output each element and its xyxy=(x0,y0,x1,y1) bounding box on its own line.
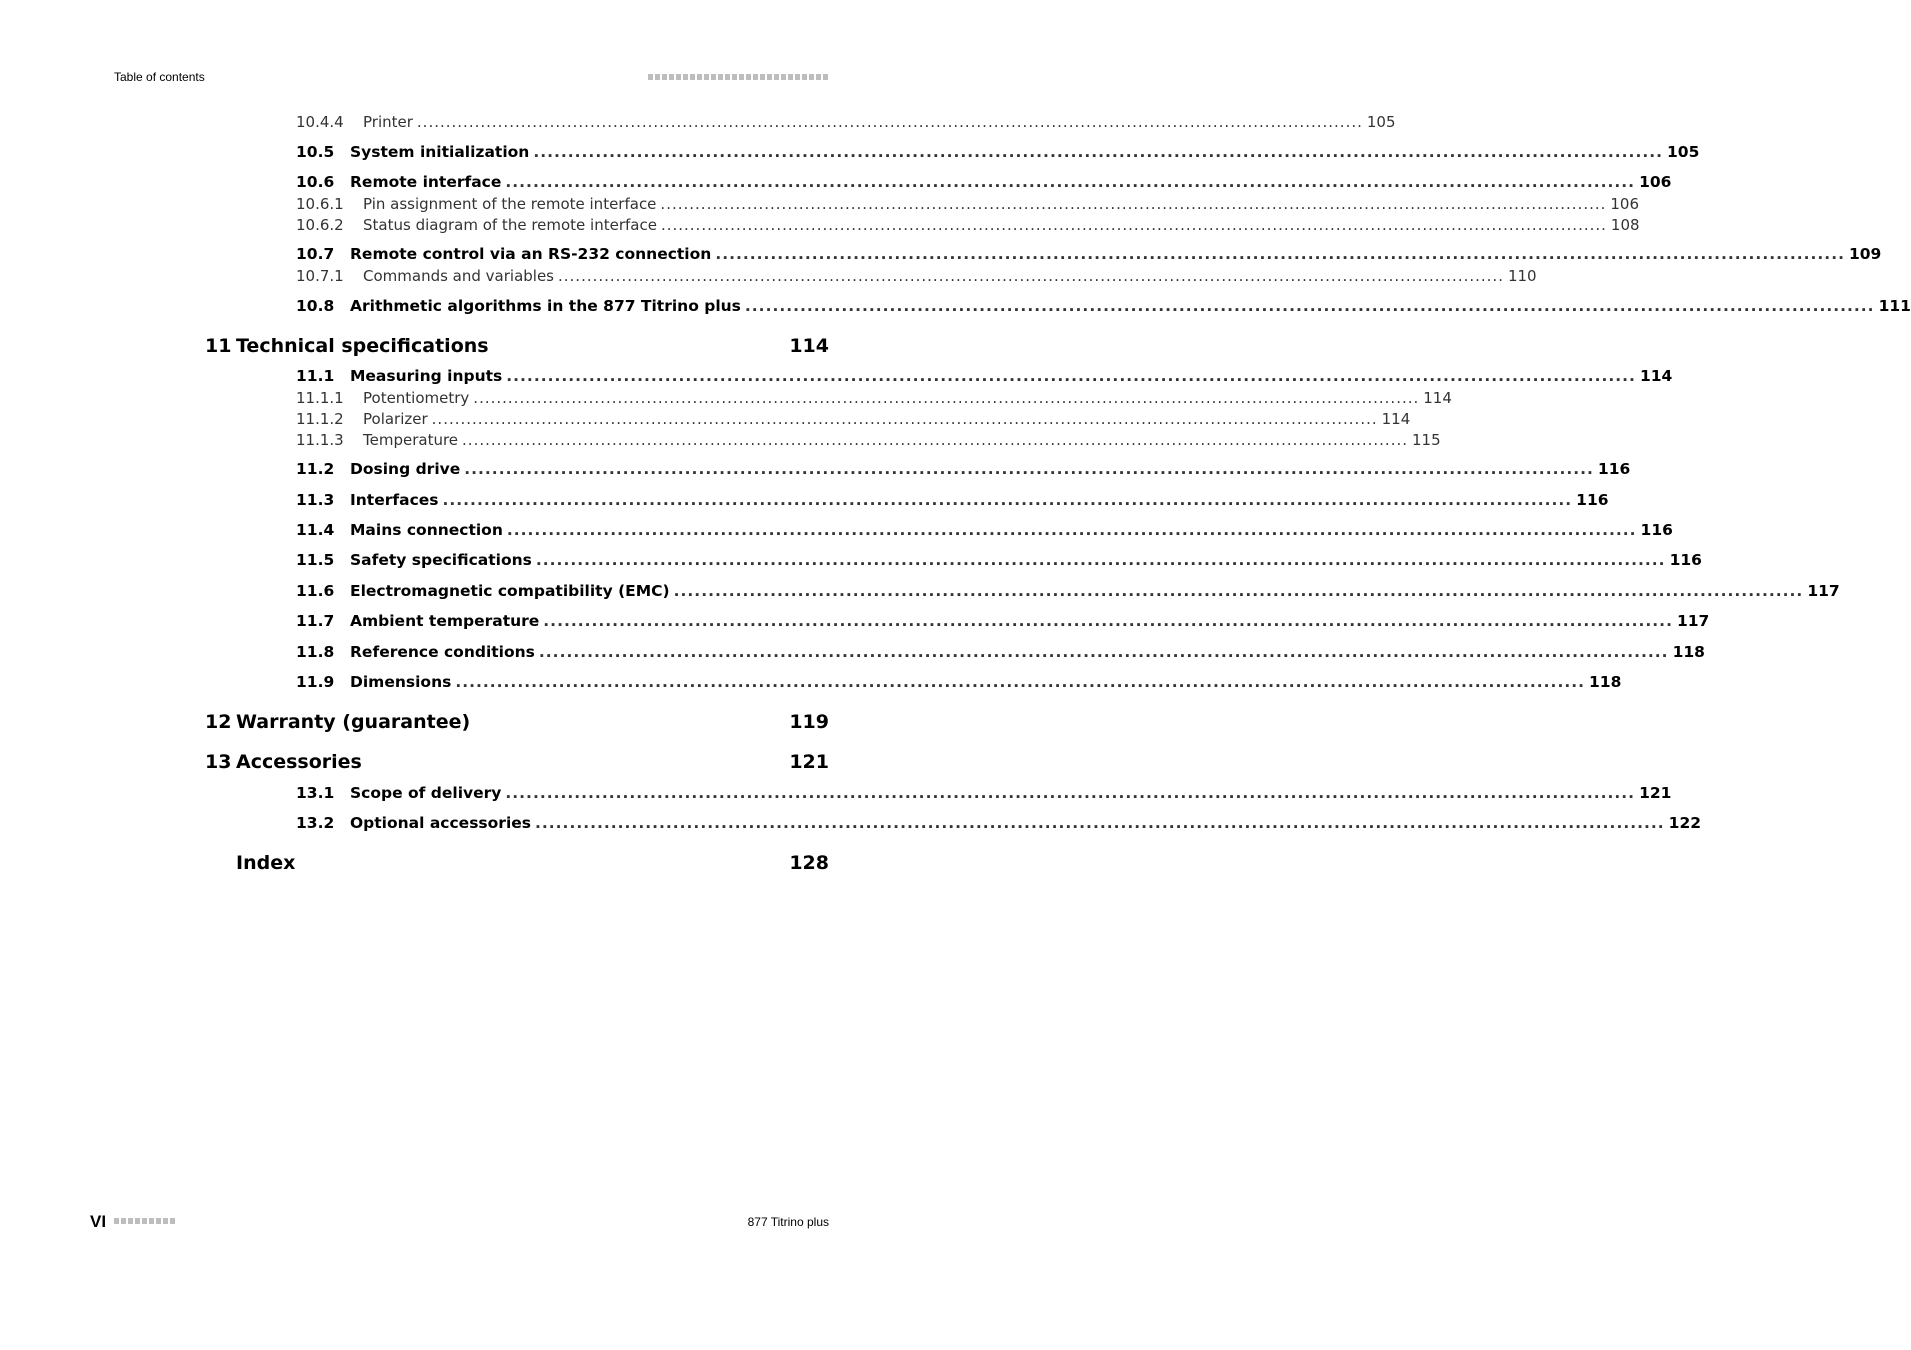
toc-number: 10.8 xyxy=(296,297,335,315)
toc-page: 118 xyxy=(1672,643,1705,661)
toc-title: Ambient temperature xyxy=(350,612,540,630)
toc-title: Optional accessories xyxy=(350,814,531,832)
toc-page: 116 xyxy=(1669,551,1702,569)
toc-title: Dimensions xyxy=(350,673,452,691)
toc-title: Mains connection xyxy=(350,521,503,539)
toc-number: 11.6 xyxy=(296,582,335,600)
toc-title: Remote interface xyxy=(350,173,502,191)
toc-entry[interactable]: 11.5 Safety specifications .................................................................................................................................................................... 116 xyxy=(296,551,1702,569)
toc-chapter[interactable] xyxy=(0,852,954,878)
toc-page: 114 xyxy=(1639,367,1673,385)
toc-number: 11.1.3 xyxy=(296,431,344,449)
toc-title: Technical specifications xyxy=(236,335,489,357)
toc-page: 106 xyxy=(1639,173,1672,191)
toc-entry[interactable]: 10.6 Remote interface .................................................................................................................................................................... 106 xyxy=(296,173,1672,191)
toc-entry[interactable]: 10.4.4 Printer .................................................................................................................................................................... 105 xyxy=(296,113,1396,131)
toc-number: 11.8 xyxy=(296,643,335,661)
toc-number: 10.6.2 xyxy=(296,216,344,234)
toc-title: Interfaces xyxy=(350,491,439,509)
toc-number: 10.7 xyxy=(296,245,335,263)
toc-number: 10.6.1 xyxy=(296,195,344,213)
toc-page: 108 xyxy=(1610,216,1640,234)
header-decoration xyxy=(648,74,828,80)
toc-title: Electromagnetic compatibility (EMC) xyxy=(350,582,670,600)
toc-page: 114 xyxy=(1423,389,1452,407)
toc-entry[interactable]: 10.8 Arithmetic algorithms in the 877 Titrino plus .................................................................................................................................................................... 111 xyxy=(296,297,1911,315)
toc-page: 117 xyxy=(1676,612,1710,630)
toc-page: 111 xyxy=(1878,297,1911,315)
toc-title: Potentiometry xyxy=(363,389,470,407)
toc-entry[interactable]: 10.7 Remote control via an RS-232 connection .................................................................................................................................................................... 109 xyxy=(296,245,1882,263)
toc-entry[interactable]: 13.1 Scope of delivery .................................................................................................................................................................... 121 xyxy=(296,784,1672,802)
toc-entry[interactable]: 11.7 Ambient temperature .................................................................................................................................................................... 117 xyxy=(296,612,1710,630)
toc-entry[interactable]: 11.2 Dosing drive .................................................................................................................................................................... 116 xyxy=(296,460,1631,478)
toc-chapter[interactable] xyxy=(0,335,954,361)
toc-title: Reference conditions xyxy=(350,643,535,661)
toc-entry[interactable]: 11.4 Mains connection .................................................................................................................................................................... 116 xyxy=(296,521,1673,539)
toc-title: Polarizer xyxy=(363,410,428,428)
toc-number: 10.5 xyxy=(296,143,335,161)
toc-page: 114 xyxy=(789,335,829,357)
toc-number: 10.7.1 xyxy=(296,267,344,285)
toc-entry[interactable]: 11.3 Interfaces .................................................................................................................................................................... 116 xyxy=(296,491,1609,509)
toc-title: Scope of delivery xyxy=(350,784,502,802)
toc-number: 11.2 xyxy=(296,460,335,478)
toc-title: Arithmetic algorithms in the 877 Titrino plus xyxy=(350,297,741,315)
toc-title: Warranty (guarantee) xyxy=(236,711,471,733)
footer-decoration xyxy=(114,1218,175,1224)
toc-page: 119 xyxy=(789,711,829,733)
toc-number: 11.1 xyxy=(296,367,335,385)
toc-number: 13.1 xyxy=(296,784,335,802)
toc-title: Safety specifications xyxy=(350,551,532,569)
toc-title: Pin assignment of the remote interface xyxy=(363,195,657,213)
toc-entry[interactable]: 11.1.1 Potentiometry .................................................................................................................................................................... 114 xyxy=(296,389,1452,407)
toc-title: Status diagram of the remote interface xyxy=(363,216,657,234)
toc-entry[interactable]: 10.6.1 Pin assignment of the remote interface .................................................................................................................................................................... 106 xyxy=(296,195,1640,213)
toc-title: Printer xyxy=(363,113,413,131)
toc-number: 11.1.2 xyxy=(296,410,344,428)
running-header-title: Table of contents xyxy=(114,70,205,84)
page-number: VI xyxy=(90,1212,107,1231)
toc-number: 11.3 xyxy=(296,491,335,509)
toc-number: 10.6 xyxy=(296,173,335,191)
toc-page: 105 xyxy=(1667,143,1700,161)
toc-page: 117 xyxy=(1807,582,1840,600)
toc-page: 116 xyxy=(1640,521,1673,539)
toc-number: 12 xyxy=(205,711,232,733)
toc-title: Measuring inputs xyxy=(350,367,503,385)
toc-entry[interactable]: 11.6 Electromagnetic compatibility (EMC) .................................................................................................................................................................... 117 xyxy=(296,582,1840,600)
toc-title: Temperature xyxy=(363,431,459,449)
toc-title: Dosing drive xyxy=(350,460,461,478)
toc-title: System initialization xyxy=(350,143,530,161)
toc-page: 121 xyxy=(1639,784,1672,802)
toc-number: 11.9 xyxy=(296,673,335,691)
toc-page: 128 xyxy=(789,852,829,874)
toc-number: 11.7 xyxy=(296,612,335,630)
toc-entry[interactable]: 11.1.3 Temperature .................................................................................................................................................................... 115 xyxy=(296,431,1441,449)
toc-page: 110 xyxy=(1507,267,1537,285)
toc-page: 114 xyxy=(1381,410,1411,428)
toc-number: 11 xyxy=(205,335,232,357)
product-name: 877 Titrino plus xyxy=(747,1215,829,1229)
toc-entry[interactable]: 10.6.2 Status diagram of the remote interface .................................................................................................................................................................... 108 xyxy=(296,216,1640,234)
toc-page: 118 xyxy=(1589,673,1622,691)
toc-number: 11.5 xyxy=(296,551,335,569)
toc-entry[interactable]: 10.5 System initialization .................................................................................................................................................................... 105 xyxy=(296,143,1700,161)
toc-page: 121 xyxy=(789,751,829,773)
toc-entry[interactable]: 10.7.1 Commands and variables .................................................................................................................................................................... 110 xyxy=(296,267,1537,285)
toc-number: 11.1.1 xyxy=(296,389,344,407)
toc-chapter[interactable] xyxy=(0,751,954,777)
toc-chapter[interactable] xyxy=(0,711,954,737)
toc-page: 116 xyxy=(1597,460,1631,478)
toc-number: 13.2 xyxy=(296,814,335,832)
toc-page: 105 xyxy=(1366,113,1396,131)
toc-entry[interactable]: 11.1.2 Polarizer .................................................................................................................................................................... 114 xyxy=(296,410,1411,428)
toc-page: 122 xyxy=(1668,814,1702,832)
toc-number: 10.4.4 xyxy=(296,113,344,131)
toc-number: 13 xyxy=(205,751,232,773)
toc-page: 115 xyxy=(1412,431,1441,449)
toc-entry[interactable]: 11.1 Measuring inputs .................................................................................................................................................................... 114 xyxy=(296,367,1673,385)
toc-title: Index xyxy=(236,852,296,874)
toc-number: 11.4 xyxy=(296,521,335,539)
toc-entry[interactable]: 11.9 Dimensions .................................................................................................................................................................... 118 xyxy=(296,673,1622,691)
toc-title: Commands and variables xyxy=(363,267,554,285)
toc-page: 116 xyxy=(1576,491,1609,509)
toc-page: 106 xyxy=(1610,195,1640,213)
toc-title: Accessories xyxy=(236,751,362,773)
toc-page: 109 xyxy=(1848,245,1882,263)
toc-entry[interactable]: 13.2 Optional accessories .................................................................................................................................................................... 122 xyxy=(296,814,1702,832)
toc-title: Remote control via an RS-232 connection xyxy=(350,245,712,263)
toc-entry[interactable]: 11.8 Reference conditions .................................................................................................................................................................... 118 xyxy=(296,643,1705,661)
